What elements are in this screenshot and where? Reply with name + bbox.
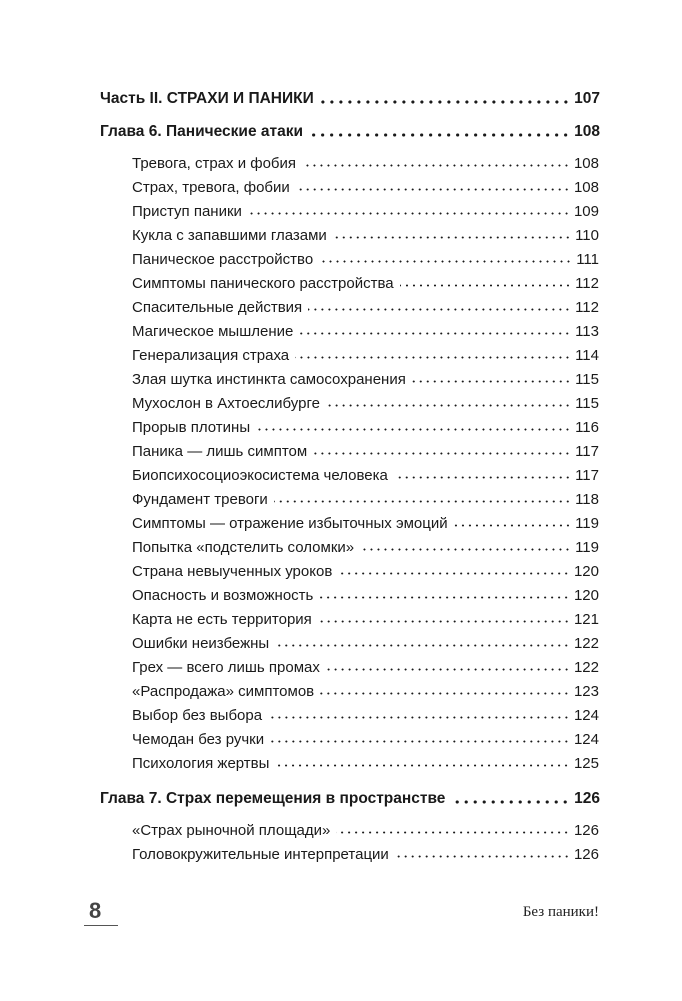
toc-page-number: 126 bbox=[573, 822, 599, 839]
toc-page-number: 122 bbox=[573, 659, 599, 676]
toc-title: Психология жертвы bbox=[132, 755, 270, 772]
toc-title: Мухослон в Ахтоеслибурге bbox=[132, 395, 320, 412]
toc-section bbox=[132, 724, 599, 748]
toc-leader-dots bbox=[336, 831, 570, 834]
toc-title: Чемодан без ручки bbox=[132, 731, 265, 748]
toc-section bbox=[132, 244, 599, 268]
toc-leader-dots bbox=[412, 380, 571, 383]
toc-section bbox=[132, 556, 599, 580]
toc-section bbox=[132, 388, 599, 412]
toc-leader-dots bbox=[302, 164, 570, 167]
toc-page-number: 107 bbox=[574, 90, 600, 107]
toc-page-number: 108 bbox=[574, 123, 600, 140]
toc-section bbox=[132, 172, 599, 196]
toc-page-number: 109 bbox=[573, 203, 599, 220]
toc-title: Паника — лишь симптом bbox=[132, 443, 308, 460]
toc-title: Фундамент тревоги bbox=[132, 491, 268, 508]
toc-section bbox=[132, 436, 599, 460]
toc-section bbox=[132, 316, 599, 340]
toc-leader-dots bbox=[309, 133, 570, 137]
toc-title: Страх, тревога, фобии bbox=[132, 179, 290, 196]
toc-leader-dots bbox=[248, 212, 570, 215]
toc-leader-dots bbox=[275, 644, 570, 647]
toc-page-number: 119 bbox=[575, 539, 599, 556]
toc-page-number: 114 bbox=[575, 347, 599, 364]
toc-leader-dots bbox=[318, 620, 570, 623]
toc-page-number: 112 bbox=[575, 299, 599, 316]
toc-title: Приступ паники bbox=[132, 203, 242, 220]
toc-title: Глава 7. Страх перемещения в пространстве bbox=[100, 790, 446, 807]
toc-section bbox=[132, 268, 599, 292]
toc-chapter bbox=[100, 117, 600, 141]
toc-page-number: 111 bbox=[576, 251, 599, 268]
toc-page-number: 117 bbox=[575, 467, 599, 484]
toc-page-number: 123 bbox=[573, 683, 599, 700]
toc-title: Симптомы панического расстройства bbox=[132, 275, 394, 292]
toc-section bbox=[132, 628, 599, 652]
toc-leader-dots bbox=[319, 260, 572, 263]
footer-book-title: Без паники! bbox=[522, 904, 599, 920]
toc-leader-dots bbox=[268, 716, 570, 719]
toc-title: Симптомы — отражение избыточных эмоций bbox=[132, 515, 448, 532]
toc-section bbox=[132, 652, 599, 676]
toc-page-number: 124 bbox=[573, 707, 599, 724]
toc-page-number: 122 bbox=[573, 635, 599, 652]
toc-page-number: 117 bbox=[575, 443, 599, 460]
toc-leader-dots bbox=[256, 428, 571, 431]
toc-title: Тревога, страх и фобия bbox=[132, 155, 297, 172]
toc-title: Спасительные действия bbox=[132, 299, 303, 316]
toc-title: Карта не есть территория bbox=[132, 611, 312, 628]
toc-leader-dots bbox=[319, 596, 570, 599]
toc-page-number: 126 bbox=[573, 846, 599, 863]
toc-leader-dots bbox=[295, 356, 571, 359]
toc-title: Страна невыученных уроков bbox=[132, 563, 333, 580]
toc-title: Паническое расстройство bbox=[132, 251, 314, 268]
toc-section bbox=[132, 580, 599, 604]
toc-page-number: 120 bbox=[573, 587, 599, 604]
toc-leader-dots bbox=[395, 855, 570, 858]
toc-section bbox=[132, 148, 599, 172]
toc-title: Опасность и возможность bbox=[132, 587, 314, 604]
toc-page-number: 110 bbox=[575, 227, 599, 244]
toc-section bbox=[132, 412, 599, 436]
toc-page-number: 124 bbox=[573, 731, 599, 748]
toc-leader-dots bbox=[299, 332, 571, 335]
toc-page-number: 113 bbox=[575, 323, 599, 340]
toc-page-number: 115 bbox=[575, 395, 599, 412]
toc-page-number: 118 bbox=[575, 491, 599, 508]
toc-section bbox=[132, 839, 599, 863]
toc-chapter bbox=[100, 784, 600, 808]
toc-section bbox=[132, 508, 599, 532]
toc-title: Магическое мышление bbox=[132, 323, 294, 340]
toc-page-number: 125 bbox=[573, 755, 599, 772]
toc-leader-dots bbox=[326, 668, 570, 671]
toc-title: Злая шутка инстинкта самосохранения bbox=[132, 371, 406, 388]
footer-rule bbox=[84, 925, 118, 926]
toc-leader-dots bbox=[274, 500, 571, 503]
toc-section bbox=[132, 532, 599, 556]
toc-leader-dots bbox=[400, 284, 571, 287]
toc-leader-dots bbox=[333, 236, 571, 239]
toc-leader-dots bbox=[320, 692, 570, 695]
toc-title: Выбор без выбора bbox=[132, 707, 263, 724]
toc-title: Глава 6. Панические атаки bbox=[100, 123, 303, 140]
toc-page-number: 112 bbox=[575, 275, 599, 292]
toc-section bbox=[132, 340, 599, 364]
toc-section bbox=[132, 676, 599, 700]
toc-leader-dots bbox=[326, 404, 571, 407]
toc-title: Ошибки неизбежны bbox=[132, 635, 270, 652]
toc-page-number: 121 bbox=[573, 611, 599, 628]
toc-section bbox=[132, 460, 599, 484]
toc-section bbox=[132, 292, 599, 316]
toc-section bbox=[132, 815, 599, 839]
toc-title: Головокружительные интерпретации bbox=[132, 846, 389, 863]
toc-section bbox=[132, 364, 599, 388]
toc-page-number: 120 bbox=[573, 563, 599, 580]
toc-title: «Страх рыночной площади» bbox=[132, 822, 331, 839]
toc-leader-dots bbox=[451, 800, 570, 804]
toc-leader-dots bbox=[296, 188, 570, 191]
toc-title: Часть II. СТРАХИ И ПАНИКИ bbox=[100, 90, 314, 107]
toc-leader-dots bbox=[308, 308, 571, 311]
footer-page-number: 8 bbox=[89, 898, 102, 923]
toc-leader-dots bbox=[313, 452, 571, 455]
toc-part bbox=[100, 84, 600, 108]
toc-section bbox=[132, 484, 599, 508]
toc-leader-dots bbox=[320, 100, 570, 104]
toc-page-number: 126 bbox=[574, 790, 600, 807]
toc-title: Биопсихосоциоэкосистема человека bbox=[132, 467, 388, 484]
toc-title: Генерализация страха bbox=[132, 347, 290, 364]
toc-title: Попытка «подстелить соломки» bbox=[132, 539, 355, 556]
toc-page-number: 108 bbox=[573, 155, 599, 172]
toc-section bbox=[132, 196, 599, 220]
toc-title: Грех — всего лишь промах bbox=[132, 659, 320, 676]
toc-leader-dots bbox=[275, 764, 570, 767]
toc-section bbox=[132, 748, 599, 772]
toc-section bbox=[132, 604, 599, 628]
toc-page-number: 119 bbox=[575, 515, 599, 532]
toc-page-number: 115 bbox=[575, 371, 599, 388]
toc-title: Кукла с запавшими глазами bbox=[132, 227, 327, 244]
toc-page-number: 116 bbox=[575, 419, 599, 436]
toc-leader-dots bbox=[360, 548, 571, 551]
toc-title: Прорыв плотины bbox=[132, 419, 251, 436]
toc-page-number: 108 bbox=[573, 179, 599, 196]
toc-section bbox=[132, 220, 599, 244]
toc-leader-dots bbox=[338, 572, 570, 575]
toc-leader-dots bbox=[454, 524, 571, 527]
toc-title: «Распродажа» симптомов bbox=[132, 683, 315, 700]
toc-leader-dots bbox=[394, 476, 571, 479]
toc-leader-dots bbox=[270, 740, 570, 743]
toc-section bbox=[132, 700, 599, 724]
